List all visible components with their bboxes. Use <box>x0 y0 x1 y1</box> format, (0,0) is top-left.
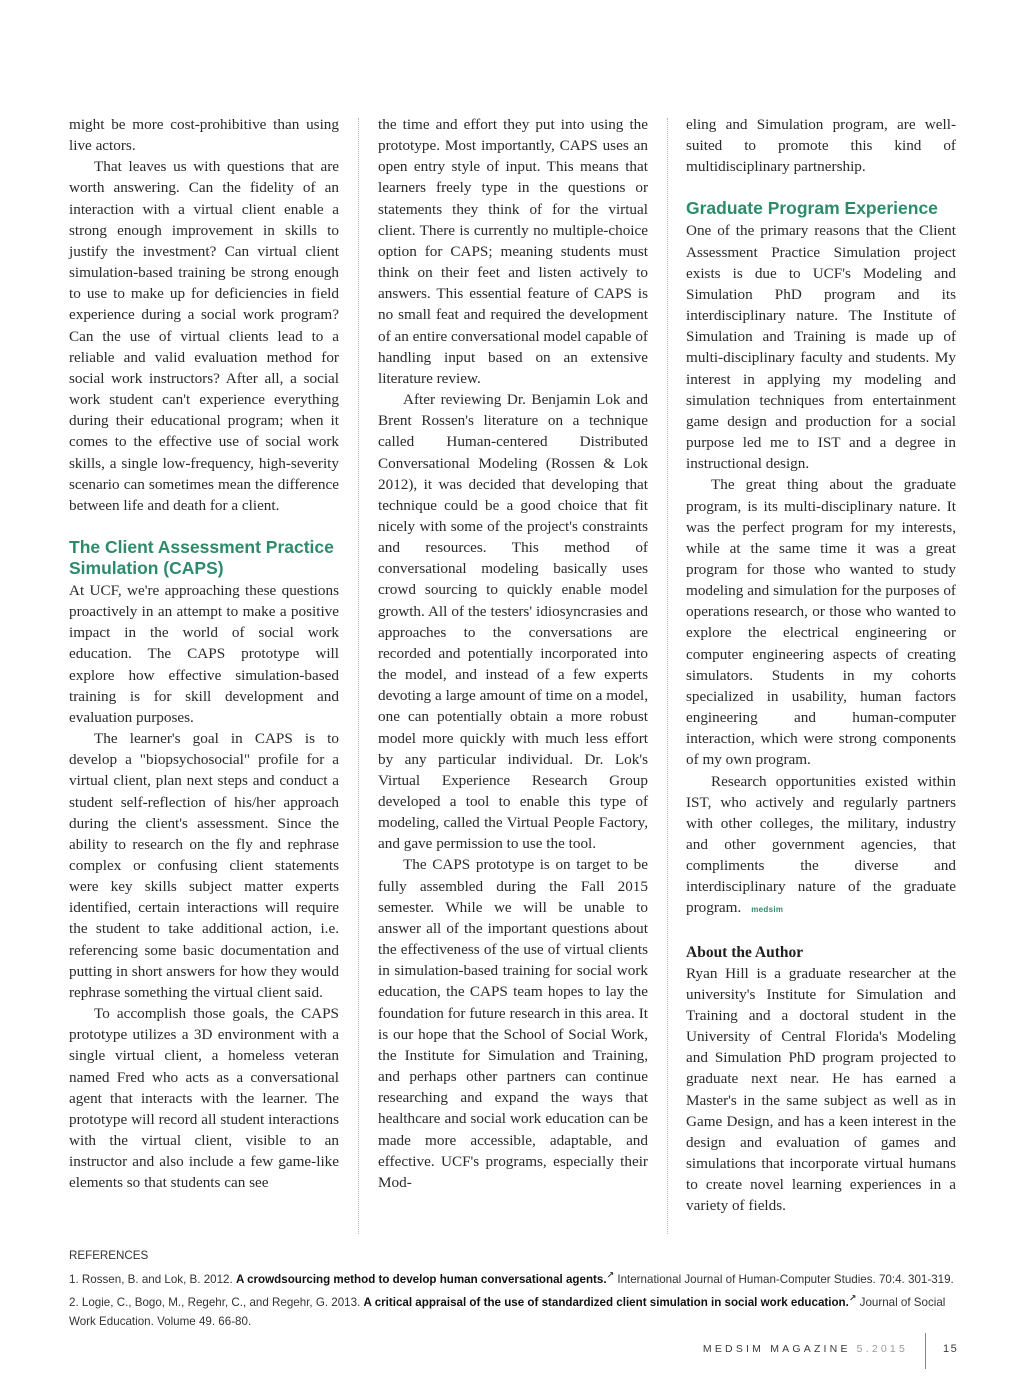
reference-source: International Journal of Human-Computer Studies. 70:4. 301-319. <box>614 1272 954 1286</box>
reference-item <box>69 1289 957 1332</box>
paragraph: The CAPS prototype is on target to be fully assembled during the Fall 2015 semester. While we will be unable to answer all of the important questions about the effectiveness of the use of virtual clients in simulation-based training for social work education, the CAPS team hopes to lay the foundation for future research in this area. It is our hope that the School of Social Work, the Institute for Simulation and Training, and perhaps other partners can continue researching and expand the ways that healthcare and social work education can be made more accessible, adaptable, and effective. UCF's programs, especially their Mod- <box>378 856 648 1191</box>
paragraph: That leaves us with questions that are worth answering. Can the fidelity of an interaction with a virtual client enable a strong enough improvement in skills to justify the investment? Can virtual client simulation-based training be strong enough to use to make up for deficiencies in field experience during a social work program? Can the use of virtual clients lead to a reliable and valid evaluation method for social work instructors? After all, a social work student can't experience everything during their educational program; when it comes to the effective use of social work skills, a single low-frequency, high-severity scenario can sometimes mean the difference between life and death for a client. <box>69 158 339 514</box>
page-footer <box>0 1343 1024 1357</box>
paragraph: The great thing about the graduate program, is its multi-disciplinary nature. It was the perfect program for my interests, while at the same time it was a great program for those who wanted to study modeling and simulation for the purposes of operations research, or those who wanted to explore the electrical engineering or computer engineering aspects of creating simulators. Students in my cohorts specialized in usability, human factors engineering and human-computer interaction, which were strong components of my own program. <box>686 476 956 769</box>
reference-item <box>69 1266 957 1289</box>
article-column-1 <box>69 114 339 1194</box>
reference-source: Journal of Social Work Education. Volume 49. 66-80. <box>69 1295 946 1329</box>
paragraph: One of the primary reasons that the Client Assessment Practice Simulation project exists is due to UCF's Modeling and Simulation PhD program and its interdisciplinary nature. The Institute of Simulation and Training is made up of multi-disciplinary faculty and students. My interest in applying my modeling and simulation techniques from entertainment game design and production for a social purpose led me to IST and a degree in instructional design. <box>686 222 956 473</box>
author-bio: Ryan Hill is a graduate researcher at the university's Institute for Simulation and Training and a doctoral student in the University of Central Florida's Modeling and Simulation PhD program projected to graduate next near. He has earned a Master's in the same subject as well as in Game Design, and has a keen interest in the design and evaluation of games and simulations that incorporate virtual humans to create novel learning experiences in a variety of fields. <box>686 964 956 1215</box>
author-heading: About the Author <box>686 943 804 961</box>
reference-authors: 2. Logie, C., Bogo, M., Regehr, C., and Regehr, G. 2013. <box>69 1295 364 1309</box>
section-heading-graduate-program: Graduate Program Experience <box>686 198 938 219</box>
issue-date: 5.2015 <box>856 1343 908 1355</box>
reference-authors: 1. Rossen, B. and Lok, B. 2012. <box>69 1272 236 1286</box>
column-divider <box>358 118 359 1234</box>
paragraph: eling and Simulation program, are well-suited to promote this kind of multidisciplinary partnership. <box>686 116 956 176</box>
article-column-2 <box>378 114 648 1193</box>
references-section <box>69 1246 957 1332</box>
paragraph: the time and effort they put into using the prototype. Most importantly, CAPS uses an open entry style of input. This means that learners freely type in the questions or statements they think of for the virtual client. There is currently no multiple-choice option for CAPS; meaning students must think on their feet and listen actively to answers. This essential feature of CAPS is no small feat and required the development of an entire conversational model capable of handling input based on an extensive literature review. <box>378 116 648 387</box>
article-column-3 <box>686 114 956 1217</box>
paragraph <box>686 771 956 921</box>
paragraph: After reviewing Dr. Benjamin Lok and Brent Rossen's literature on a technique called Human-centered Distributed Conversational Modeling (Rossen & Lok 2012), it was decided that developing that technique could be a good choice that fit nicely with some of the project's constraints and resources. This method of conversational modeling basically uses crowd sourcing to quickly enable model growth. All of the testers' idiosyncrasies and approaches to the conversations are recorded and potentially incorporated into the model, and instead of a few experts devoting a large amount of time on a model, one can potentially obtain a more robust model more quickly with much less effort by any particular individual. Dr. Lok's Virtual Experience Research Group developed a tool to enable this type of modeling, called the Virtual People Factory, and gave permission to use the tool. <box>378 391 648 853</box>
paragraph: To accomplish those goals, the CAPS prototype utilizes a 3D environment with a single virtual client, a homeless veteran named Fred who acts as a conversational agent that interacts with the learner. The prototype will record all student interactions with the virtual client, visible to an instructor and also include a few game-like elements so that students can see <box>69 1005 339 1192</box>
paragraph-text: Research opportunities existed within IST, who actively and regularly partners with other colleges, the military, industry and other government agencies, that compliments the diverse and interdisciplinary nature of the graduate program. <box>686 772 956 917</box>
medsim-end-mark: medsim <box>751 905 784 915</box>
external-link-icon[interactable]: ↗ <box>606 1269 615 1280</box>
paragraph: At UCF, we're approaching these questions proactively in an attempt to make a positive impact in the world of social work education. The CAPS prototype will explore how effective simulation-based training is for skill development and evaluation purposes. <box>69 581 339 726</box>
external-link-icon[interactable]: ↗ <box>848 1292 857 1303</box>
column-divider <box>667 118 668 1234</box>
magazine-name <box>703 1343 908 1355</box>
section-heading-caps: The Client Assessment Practice Simulation (CAPS) <box>69 536 334 578</box>
reference-title-link[interactable]: A crowdsourcing method to develop human conversational agents. <box>235 1272 607 1286</box>
footer-divider <box>925 1333 926 1369</box>
reference-title-link[interactable]: A critical appraisal of the use of standardized client simulation in social work education. <box>363 1295 849 1309</box>
references-label: REFERENCES <box>69 1249 149 1262</box>
magazine-title: MEDSIM MAGAZINE <box>702 1343 851 1355</box>
paragraph: might be more cost-prohibitive than using live actors. <box>69 116 339 155</box>
paragraph: The learner's goal in CAPS is to develop a "biopsychosocial" profile for a virtual client, plan next steps and conduct a student self-reflection of his/her approach during the client's assessment. Since the ability to research on the fly and rephrase complex or confusing client statements were key skills subject matter experts identified, certain interactions will require the student to take additional action, i.e. referencing some basic documentation and putting in short answers for how they would rephrase something the virtual client said. <box>69 730 339 1001</box>
page-number: 15 <box>943 1343 959 1355</box>
